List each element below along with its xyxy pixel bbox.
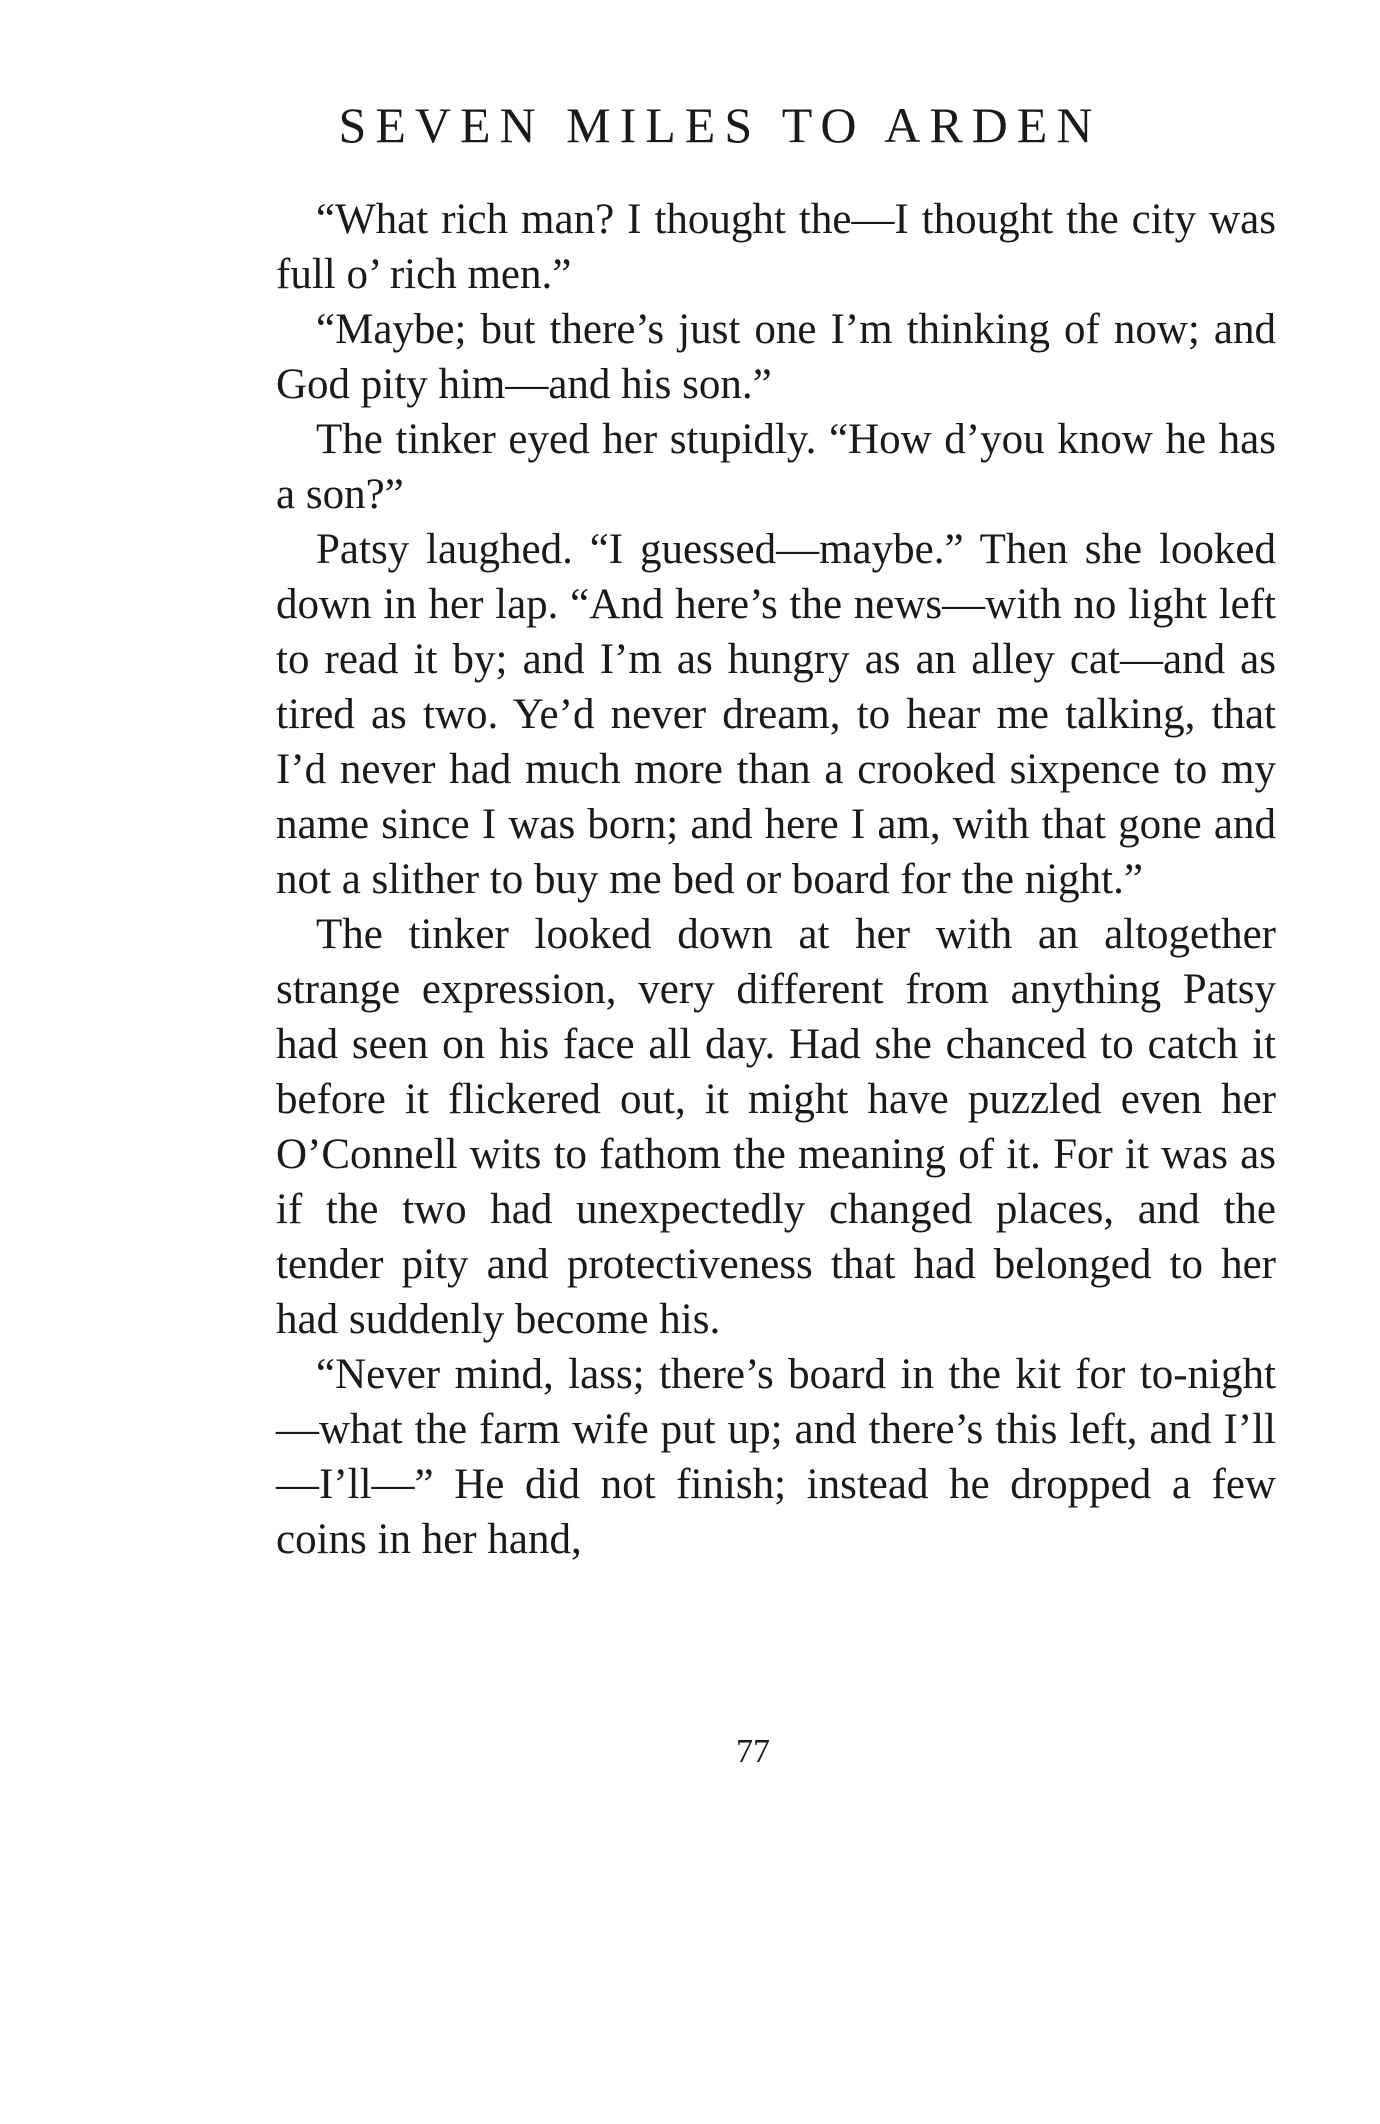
paragraph: The tinker looked down at her with an altogether strange expression, very different from anything Patsy had seen on his face all day. Had she chanced to catch it before it flickered out, it might have puzzled even her O’Connell wits to fathom the meaning of it. For it was as if the two had unexpectedly changed places, and the tender pity and protectiveness that had belonged to her had suddenly become his.: [276, 911, 1276, 1343]
paragraph: “Never mind, lass; there’s board in the kit for to-night—what the farm wife put up; and there’s this left, and I’ll—I’ll—” He did not finish; instead he dropped a few coins in her hand,: [276, 1351, 1276, 1563]
body-text: [276, 192, 1276, 1567]
paragraph: Patsy laughed. “I guessed—maybe.” Then she looked down in her lap. “And here’s the news—with no light left to read it by; and I’m as hungry as an alley cat—and as tired as two. Ye’d never dream, to hear me talking, that I’d never had much more than a crooked sixpence to my name since I was born; and here I am, with that gone and not a slither to buy me bed or board for the night.”: [276, 526, 1276, 903]
page-number: 77: [736, 1733, 770, 1770]
running-head: SEVEN MILES TO ARDEN: [338, 97, 1102, 153]
paragraph: The tinker eyed her stupidly. “How d’you know he has a son?”: [276, 416, 1276, 518]
paragraph: “What rich man? I thought the—I thought the city was full o’ rich men.”: [276, 196, 1276, 298]
paragraph: “Maybe; but there’s just one I’m thinking of now; and God pity him—and his son.”: [276, 306, 1276, 408]
